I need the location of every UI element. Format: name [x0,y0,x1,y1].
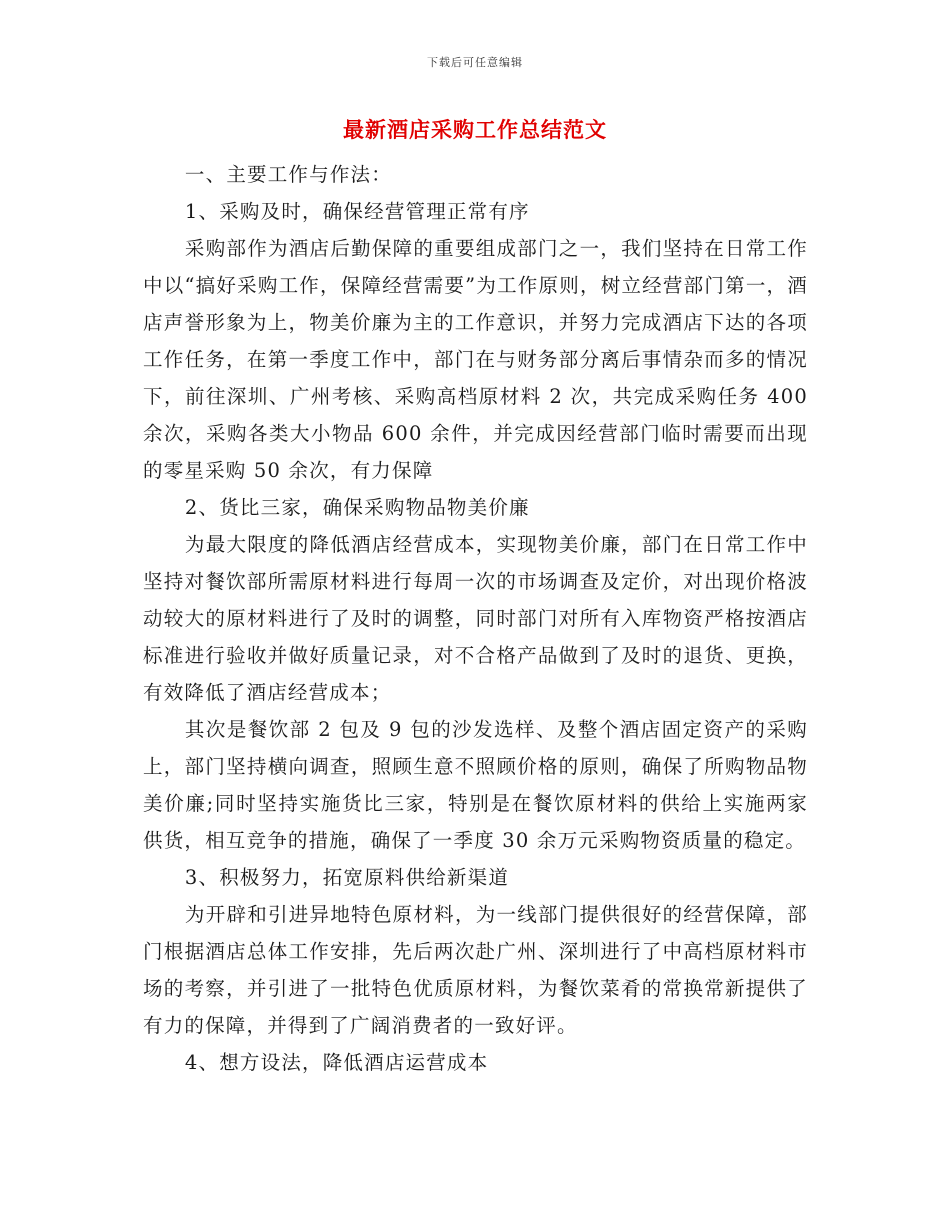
paragraph-cost-reduction: 为最大限度的降低酒店经营成本，实现物美价廉，部门在日常工作中坚持对餐饮部所需原材料进行每周一次的市场调查及定价，对出现价格波动较大的原材料进行了及时的调整，同时部门对所有入库物资严格按酒店标准进行验收并做好质量记录，对不合格产品做到了及时的退货、更换，有效降低了酒店经营成本； [143,533,808,704]
document-title: 最新酒店采购工作总结范文 [343,117,607,142]
paragraph-sofa-and-assets: 其次是餐饮部 2 包及 9 包的沙发选样、及整个酒店固定资产的采购上，部门坚持横向调查，照顾生意不照顾价格的原则，确保了所购物品物美价廉;同时坚持实施货比三家，特别是在餐饮原材料的供给上实施两家供货，相互竞争的措施，确保了一季度 30 余万元采购物资质量的稳定。 [143,718,808,852]
subheading-compare-suppliers: 2、货比三家，确保采购物品物美价廉 [184,496,530,519]
document-body [143,156,808,1081]
page-header-note: 下载后可任意编辑 [427,56,523,69]
paragraph-purchasing-role: 采购部作为酒店后勤保障的重要组成部门之一，我们坚持在日常工作中以“搞好采购工作，保障经营需要”为工作原则，树立经营部门第一，酒店声誉形象为上，物美价廉为主的工作意识，并努力完成酒店下达的各项工作任务，在第一季度工作中，部门在与财务部分离后事情杂而多的情况下，前往深圳、广州考核、采购高档原材料 2 次，共完成采购任务 400 余次，采购各类大小物品 600 余件，并完成因经营部门临时需要而出现的零星采购 50 余次，有力保障 [143,237,808,482]
subheading-reduce-costs: 4、想方设法，降低酒店运营成本 [184,1051,489,1074]
paragraph-new-materials: 为开辟和引进异地特色原材料，为一线部门提供很好的经营保障，部门根据酒店总体工作安排，先后两次赴广州、深圳进行了中高档原材料市场的考察，并引进了一批特色优质原材料，为餐饮菜肴的常换常新提供了有力的保障，并得到了广阔消费者的一致好评。 [143,903,808,1037]
subheading-timely-purchasing: 1、采购及时，确保经营管理正常有序 [184,200,530,223]
subheading-new-channels: 3、积极努力，拓宽原料供给新渠道 [184,866,510,889]
section-heading-main-work: 一、主要工作与作法： [184,163,392,186]
